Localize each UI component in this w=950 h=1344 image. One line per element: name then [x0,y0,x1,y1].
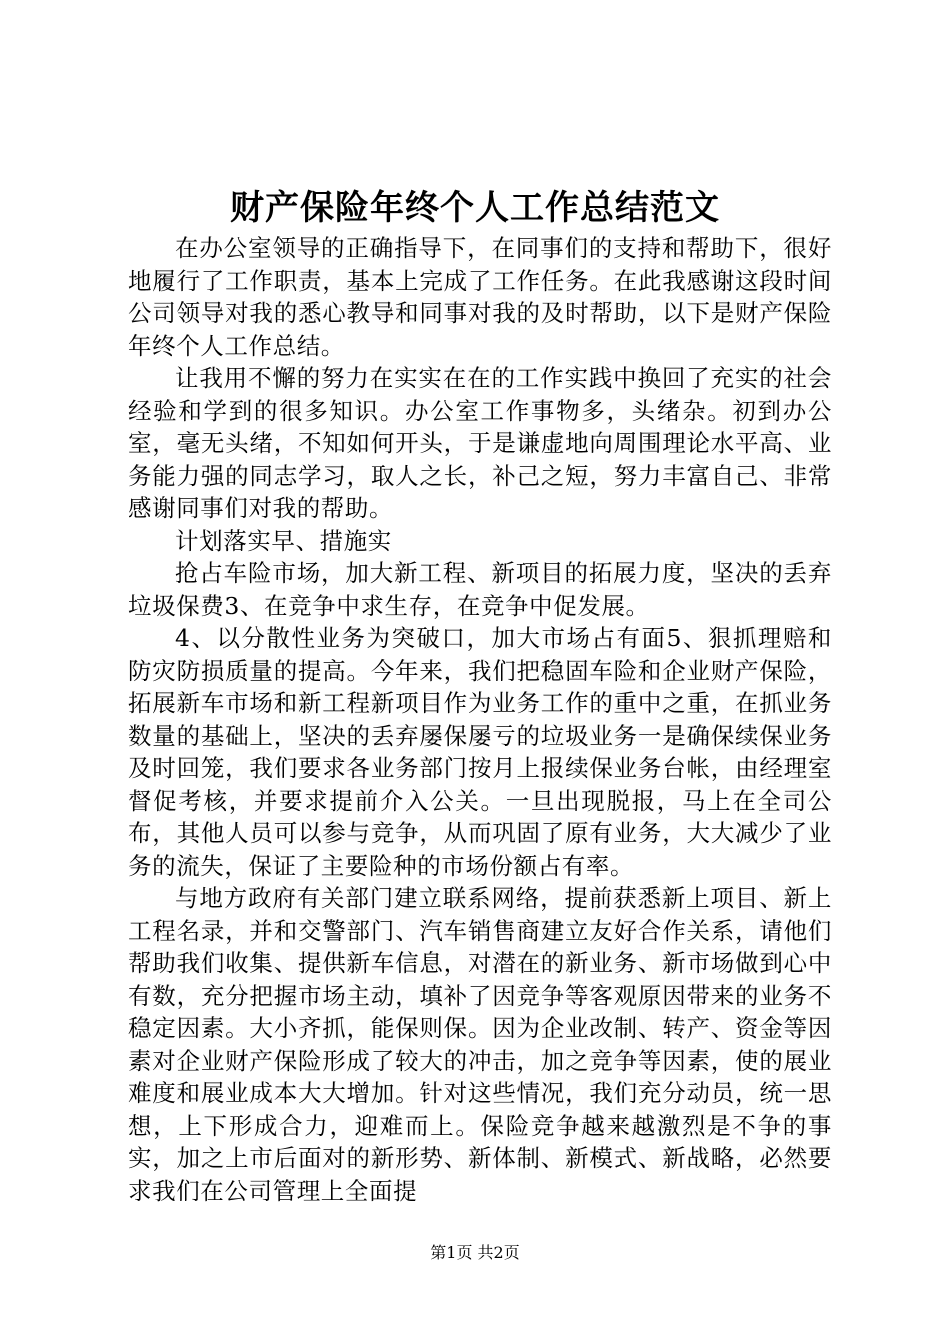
page-footer: 第1页 共2页 [430,1243,520,1262]
document-title: 财产保险年终个人工作总结范文 [230,188,720,228]
paragraph: 让我用不懈的努力在实实在在的工作实践中换回了充实的社会经验和学到的很多知识。办公室工作事物多，头绪杂。初到办公室，毫无头绪，不知如何开头，于是谦虚地向周围理论水平高、业务能力强的同志学习，取人之长，补己之短，努力丰富自己、非常感谢同事们对我的帮助。 [128,364,832,522]
paragraph: 4、以分散性业务为突破口，加大市场占有面5、狠抓理赔和防灾防损质量的提高。今年来，我们把稳固车险和企业财产保险，拓展新车市场和新工程新项目作为业务工作的重中之重，在抓业务数量的基础上，坚决的丢弃屡保屡亏的垃圾业务一是确保续保业务及时回笼，我们要求各业务部门按月上报续保业务台帐，由经理室督促考核，并要求提前介入公关。一旦出现脱报，马上在全司公布，其他人员可以参与竞争，从而巩固了原有业务，大大减少了业务的流失，保证了主要险种的市场份额占有率。 [128,624,832,880]
paragraph: 计划落实早、措施实 [175,526,392,555]
document-body [128,232,832,1207]
paragraph: 与地方政府有关部门建立联系网络，提前获悉新上项目、新上工程名录，并和交警部门、汽车销售商建立友好合作关系，请他们帮助我们收集、提供新车信息，对潜在的新业务、新市场做到心中有数，充分把握市场主动，填补了因竞争等客观原因带来的业务不稳定因素。大小齐抓，能保则保。因为企业改制、转产、资金等因素对企业财产保险形成了较大的冲击，加之竞争等因素，使的展业难度和展业成本大大增加。针对这些情况，我们充分动员，统一思想，上下形成合力，迎难而上。保险竞争越来越激烈是不争的事实，加之上市后面对的新形势、新体制、新模式、新战略，必然要求我们在公司管理上全面提 [128,884,832,1205]
paragraph: 抢占车险市场，加大新工程、新项目的拓展力度，坚决的丢弃垃圾保费3、在竞争中求生存，在竞争中促发展。 [128,559,832,620]
paragraph: 在办公室领导的正确指导下，在同事们的支持和帮助下，很好地履行了工作职责，基本上完成了工作任务。在此我感谢这段时间公司领导对我的悉心教导和同事对我的及时帮助，以下是财产保险年终个人工作总结。 [128,234,832,360]
